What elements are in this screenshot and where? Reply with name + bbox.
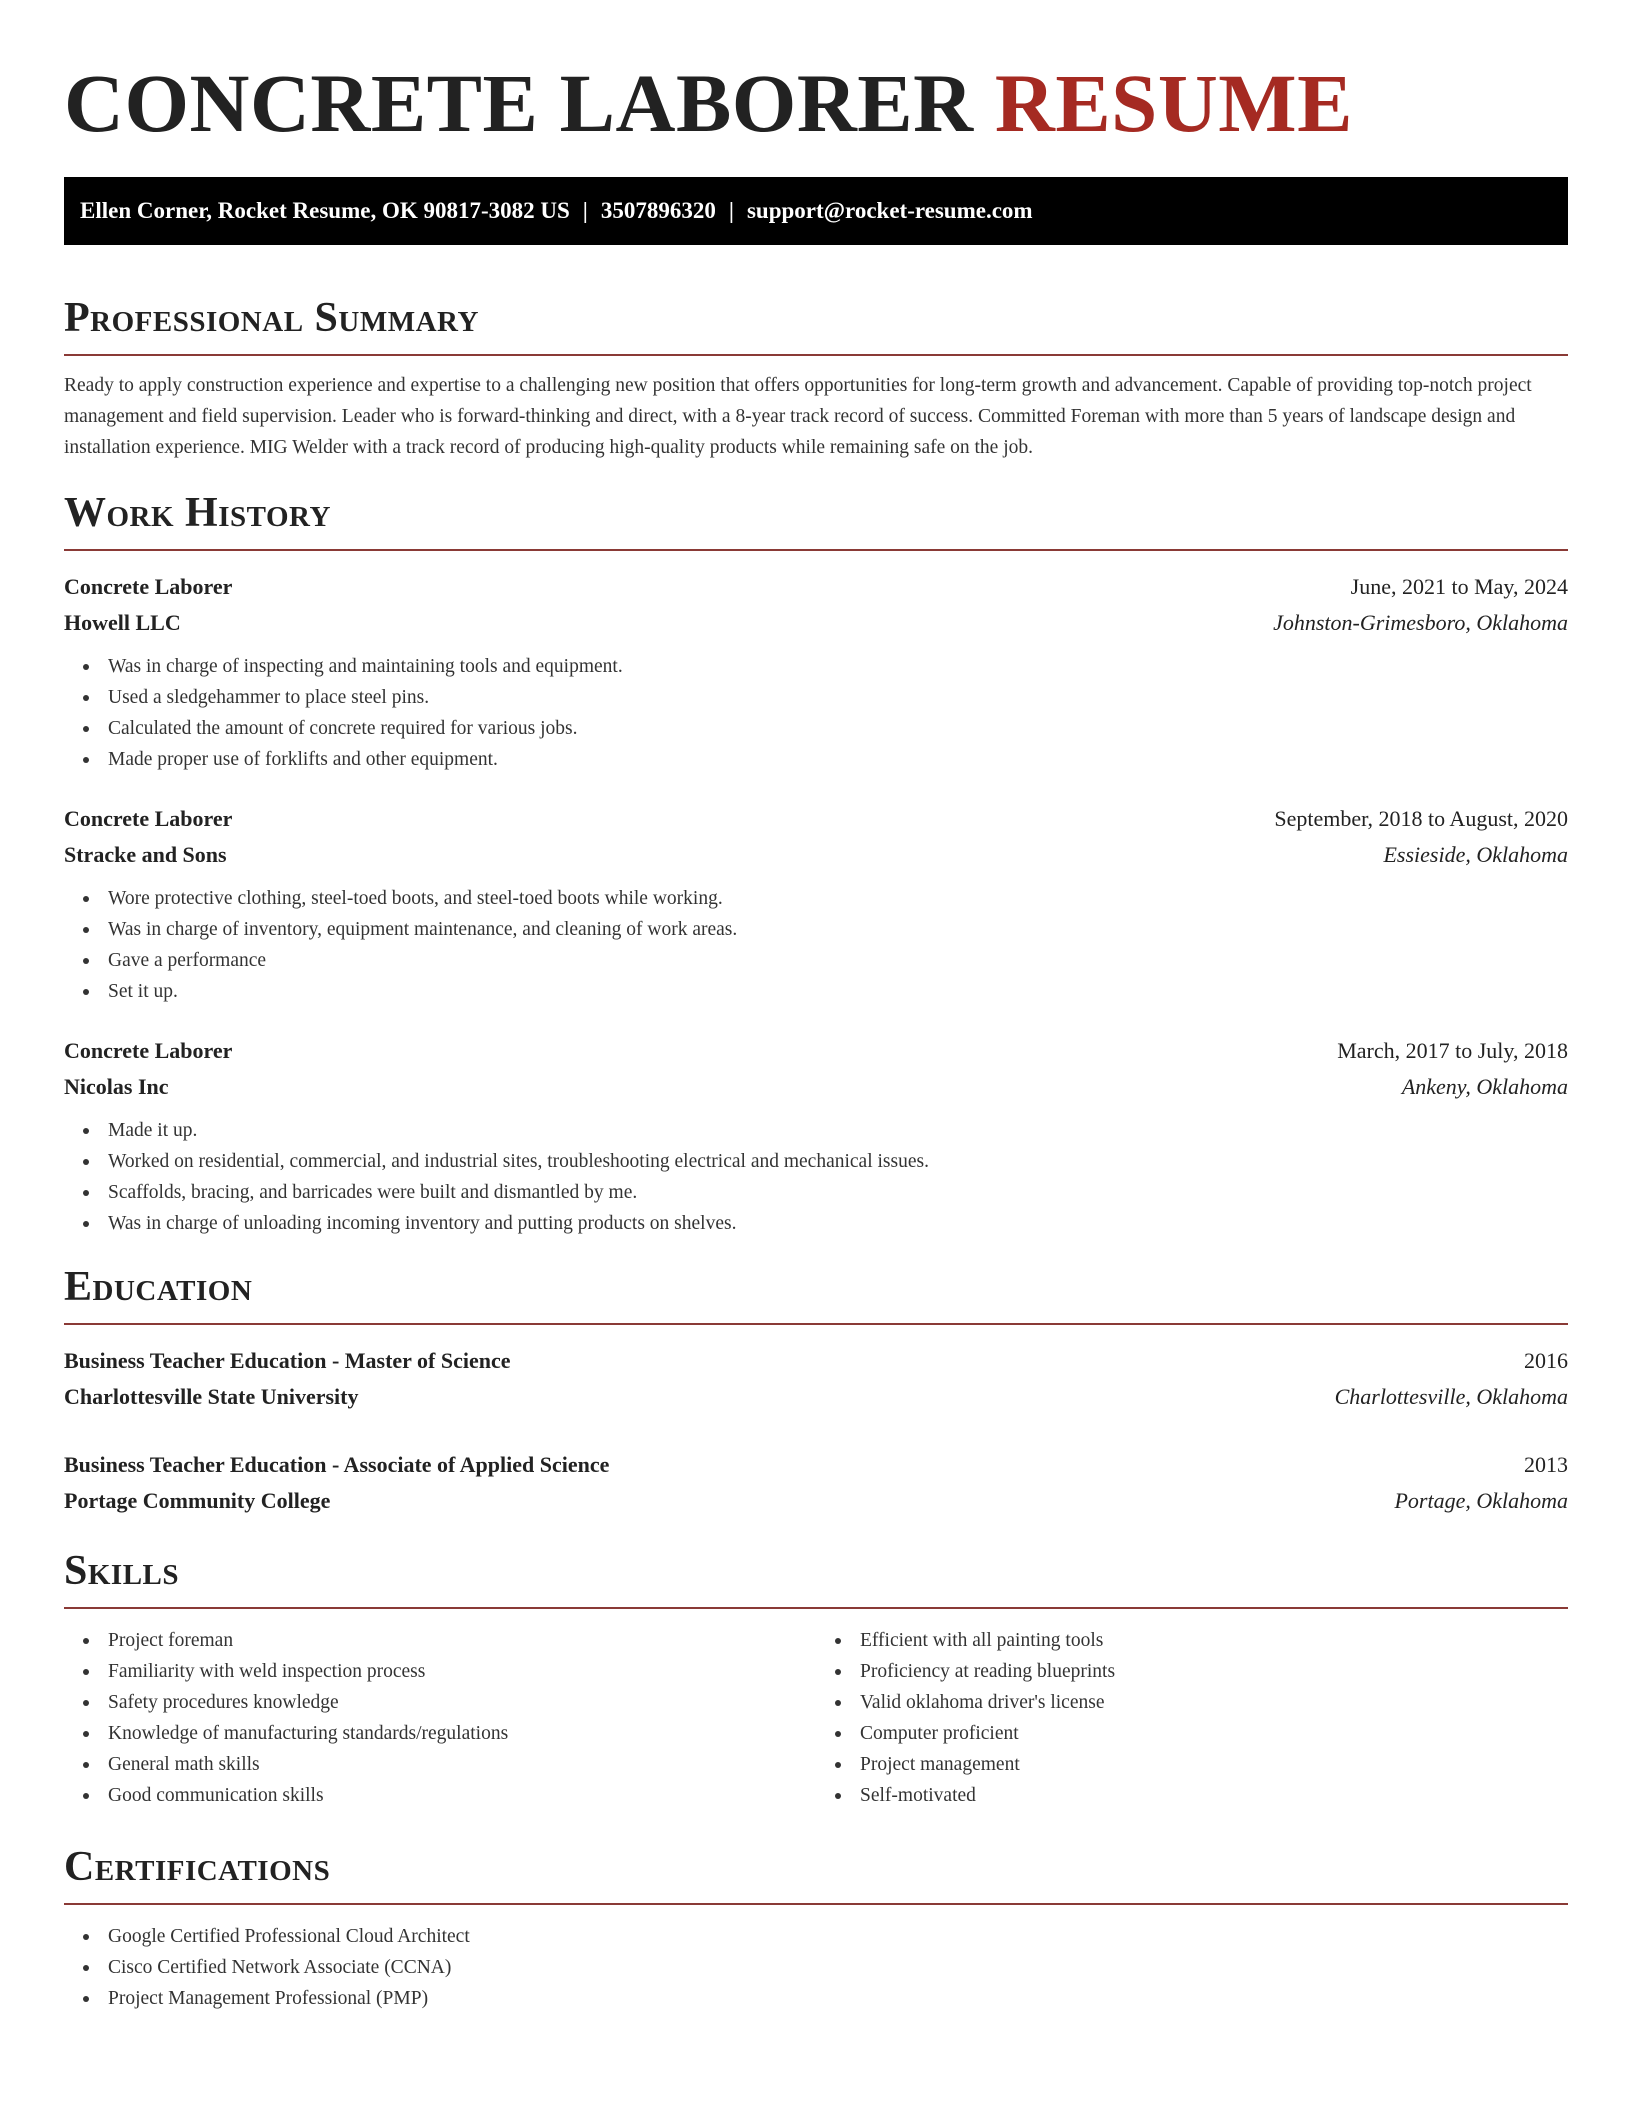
section-heading-certifications: Certifications xyxy=(64,1844,331,1890)
job-header-row xyxy=(64,801,1568,837)
job-company: Nicolas Inc xyxy=(64,1074,169,1099)
skill-item: Project foreman xyxy=(108,1625,816,1656)
skill-item: Valid oklahoma driver's license xyxy=(860,1687,1568,1718)
job-duty-item: Made it up. xyxy=(108,1115,1568,1146)
section-divider xyxy=(64,1323,1568,1325)
education-degree-row xyxy=(64,1343,1568,1379)
education-section xyxy=(64,1261,1568,1519)
title-main: CONCRETE LABORER xyxy=(64,57,974,149)
job-entry xyxy=(64,801,1568,1007)
job-duty-item: Scaffolds, bracing, and barricades were built and dismantled by me. xyxy=(108,1177,1568,1208)
job-duty-item: Worked on residential, commercial, and industrial sites, troubleshooting electrical and mechanical issues. xyxy=(108,1146,1568,1177)
job-dates: June, 2021 to May, 2024 xyxy=(1350,574,1568,599)
section-heading-work-history: Work History xyxy=(64,490,331,536)
job-duty-item: Calculated the amount of concrete required for various jobs. xyxy=(108,713,1568,744)
skills-list-left xyxy=(64,1625,816,1811)
skill-item: Self-motivated xyxy=(860,1780,1568,1811)
job-duties-list xyxy=(64,1115,1568,1239)
skill-item: Knowledge of manufacturing standards/regulations xyxy=(108,1718,816,1749)
certifications-list xyxy=(64,1921,1568,2014)
education-year: 2013 xyxy=(1524,1452,1568,1477)
summary-text: Ready to apply construction experience and expertise to a challenging new position that offers opportunities for long-term growth and advancement. Capable of providing top-notch project management and field supervision. Leader who is forward-thinking and direct, with a 8-year track record of success. Committed Foreman with more than 5 years of landscape design and installation experience. MIG Welder with a track record of producing high-quality products while remaining safe on the job. xyxy=(64,375,1532,458)
section-divider xyxy=(64,1903,1568,1905)
section-heading-summary: Professional Summary xyxy=(64,295,479,341)
skill-item: Proficiency at reading blueprints xyxy=(860,1656,1568,1687)
skill-item: Good communication skills xyxy=(108,1780,816,1811)
job-duty-item: Used a sledgehammer to place steel pins. xyxy=(108,682,1568,713)
skill-item: General math skills xyxy=(108,1749,816,1780)
job-location: Ankeny, Oklahoma xyxy=(1401,1074,1568,1099)
job-entry xyxy=(64,1033,1568,1239)
skill-item: Computer proficient xyxy=(860,1718,1568,1749)
section-heading-skills: Skills xyxy=(64,1548,180,1594)
contact-separator: | xyxy=(582,198,588,223)
job-duty-item: Made proper use of forklifts and other equipment. xyxy=(108,744,1568,775)
education-entry xyxy=(64,1447,1568,1519)
job-location: Essieside, Oklahoma xyxy=(1383,842,1568,867)
skill-item: Safety procedures knowledge xyxy=(108,1687,816,1718)
section-divider xyxy=(64,354,1568,356)
resume-page xyxy=(64,0,1568,2014)
certification-item: Google Certified Professional Cloud Architect xyxy=(108,1921,1568,1952)
skill-item: Familiarity with weld inspection process xyxy=(108,1656,816,1687)
education-entry xyxy=(64,1343,1568,1415)
job-duty-item: Was in charge of inspecting and maintaining tools and equipment. xyxy=(108,651,1568,682)
job-company-row xyxy=(64,605,1568,641)
education-degree: Business Teacher Education - Master of Science xyxy=(64,1348,511,1373)
job-duty-item: Wore protective clothing, steel-toed boots, and steel-toed boots while working. xyxy=(108,883,1568,914)
skill-item: Efficient with all painting tools xyxy=(860,1625,1568,1656)
education-school-row xyxy=(64,1379,1568,1415)
resume-title xyxy=(64,0,1568,148)
education-school: Portage Community College xyxy=(64,1488,331,1513)
education-degree: Business Teacher Education - Associate of Applied Science xyxy=(64,1452,610,1477)
contact-separator: | xyxy=(728,198,734,223)
section-divider xyxy=(64,549,1568,551)
work-history-section xyxy=(64,487,1568,1239)
contact-phone: 3507896320 xyxy=(600,198,716,223)
education-location: Portage, Oklahoma xyxy=(1394,1488,1568,1513)
job-duties-list xyxy=(64,651,1568,775)
education-school: Charlottesville State University xyxy=(64,1384,359,1409)
title-accent: RESUME xyxy=(994,57,1353,149)
job-header-row xyxy=(64,569,1568,605)
skill-item: Project management xyxy=(860,1749,1568,1780)
job-title: Concrete Laborer xyxy=(64,574,233,599)
education-school-row xyxy=(64,1483,1568,1519)
job-duty-item: Gave a performance xyxy=(108,945,1568,976)
job-title: Concrete Laborer xyxy=(64,806,233,831)
job-duties-list xyxy=(64,883,1568,1007)
job-duty-item: Was in charge of inventory, equipment maintenance, and cleaning of work areas. xyxy=(108,914,1568,945)
job-company-row xyxy=(64,837,1568,873)
job-dates: March, 2017 to July, 2018 xyxy=(1337,1038,1568,1063)
education-location: Charlottesville, Oklahoma xyxy=(1334,1384,1568,1409)
education-degree-row xyxy=(64,1447,1568,1483)
contact-address: Ellen Corner, Rocket Resume, OK 90817-3082 US xyxy=(80,198,570,223)
job-company-row xyxy=(64,1069,1568,1105)
job-header-row xyxy=(64,1033,1568,1069)
job-duty-item: Was in charge of unloading incoming inventory and putting products on shelves. xyxy=(108,1208,1568,1239)
job-company: Howell LLC xyxy=(64,610,181,635)
certifications-section xyxy=(64,1841,1568,2014)
job-title: Concrete Laborer xyxy=(64,1038,233,1063)
education-year: 2016 xyxy=(1524,1348,1568,1373)
skills-columns xyxy=(64,1609,1568,1811)
job-entry xyxy=(64,569,1568,775)
skills-list-right xyxy=(816,1625,1568,1811)
certification-item: Project Management Professional (PMP) xyxy=(108,1983,1568,2014)
certification-item: Cisco Certified Network Associate (CCNA) xyxy=(108,1952,1568,1983)
job-dates: September, 2018 to August, 2020 xyxy=(1274,806,1568,831)
contact-email: support@rocket-resume.com xyxy=(746,198,1033,223)
job-location: Johnston-Grimesboro, Oklahoma xyxy=(1273,610,1568,635)
skills-section xyxy=(64,1545,1568,1811)
job-duty-item: Set it up. xyxy=(108,976,1568,1007)
contact-bar xyxy=(64,177,1568,245)
job-company: Stracke and Sons xyxy=(64,842,227,867)
summary-section xyxy=(64,292,1568,463)
section-heading-education: Education xyxy=(64,1264,253,1310)
